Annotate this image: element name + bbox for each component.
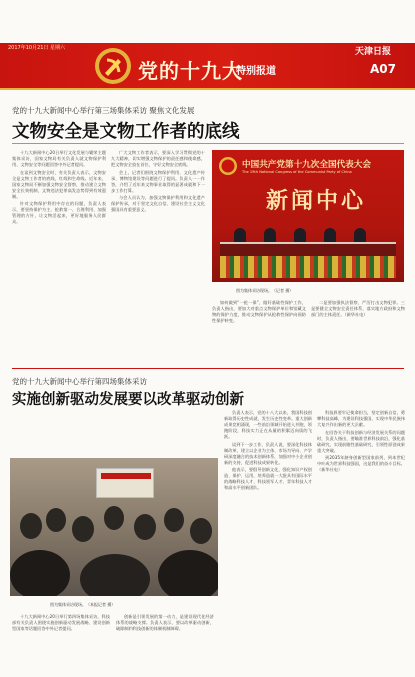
article1-column-4: [311, 300, 405, 362]
crowd-foreground: [10, 550, 70, 596]
paragraph: 在谈到文物安全时，有关负责人表示，文物安全是文物工作者的底线、红线和生命线。近年来，国家文物局不断加强文物安全督察，推动建立文物安全长效机制，文物违法犯罪高发态势得到有效遏制。: [12, 169, 106, 199]
paragraph: 负责人表示，党的十八大以来，我国科技创新取得历史性成就，发生历史性变革。重大创新成果竞相涌现，一些前沿领域开始进入并跑、领跑阶段，科技实力正在从量的积累迈向质的飞跃。: [224, 410, 312, 439]
backdrop-stripe: [101, 473, 151, 479]
article2-column-3: [224, 410, 312, 670]
article1-headline: 文物安全是文物工作者的底线: [12, 122, 240, 142]
paragraph: 如何做到“一抢一保”，做好基础性保护工作，负责人指出，要加大对重点文物保护单位和馆藏文物的保护力度，推动文物保护从抢救性保护向预防性保护转变。: [212, 300, 306, 323]
paragraph: 科技界要牢记使命担当，坚定创新自信，勇攀科技高峰，为建设科技强国、实现中华民族伟大复兴作出新的更大贡献。: [317, 410, 405, 427]
backdrop-board: [96, 468, 154, 498]
article1-kicker: 党的十九大新闻中心举行第三场集体采访 聚焦文化发展: [12, 106, 195, 115]
article1-column-3: [212, 300, 306, 362]
emblem-icon: [218, 156, 238, 176]
reporter: [134, 514, 156, 540]
article-separator: [12, 368, 404, 369]
crowd-foreground: [158, 550, 218, 596]
paragraph: 与会人员认为，加强文物保护利用和文化遗产保护传承，对于坚定文化自信、建设社会主义文化强国具有重要意义。: [111, 195, 205, 212]
article1-column-1: [12, 150, 106, 362]
article2-headline: 实施创新驱动发展要以改革驱动创新: [12, 392, 244, 408]
paragraph: 广大文物工作者表示，要深入学习贯彻党的十九大精神，切实增强文物保护的责任感和使命感，把文物安全放在首位，守好文物安全底线。: [111, 150, 205, 167]
press-conference-photo: [212, 150, 404, 282]
article1-column-2: [111, 150, 205, 362]
issue-date: 2017年10月21日 星期六: [8, 45, 66, 51]
paragraph: 谈到下一步工作，负责人说，要深化科技体制改革，建立以企业为主体、市场为导向、产学研深度融合的技术创新体系，加强对中小企业创新的支持，促进科技成果转化。: [224, 441, 312, 465]
reporter: [104, 506, 124, 530]
group-interview-photo: [10, 458, 218, 596]
party-emblem-icon: [93, 46, 133, 86]
paragraph: 二是要加强执法督察，严厉打击文物犯罪。三是要健全文物安全责任体系，落实地方政府和文物部门的主体责任。（新华社电）: [311, 300, 405, 317]
page-number: A07: [370, 62, 396, 76]
podium-table: [220, 242, 396, 256]
photo2-caption: 图为集体采访现场。（本报记者 摄）: [50, 602, 116, 607]
reporter: [164, 508, 184, 532]
paragraph: 他表示，要倡导创新文化，强化知识产权创造、保护、运用，培养造就一大批具有国际水平的战略科技人才、科技领军人才、青年科技人才和高水平创新团队。: [224, 467, 312, 490]
photo1-caption: 图为集体采访现场。（记者 摄）: [236, 288, 294, 293]
article2-column-1: [12, 614, 110, 670]
article2-kicker: 党的十九大新闻中心举行第四场集体采访: [12, 377, 147, 386]
section-subtitle: 特别报道: [236, 66, 276, 77]
backdrop-title: 中国共产党第十九次全国代表大会: [242, 160, 371, 170]
article1-rule: [12, 143, 404, 144]
article2-column-2: [116, 614, 214, 670]
backdrop-big-text: 新闻中心: [266, 189, 367, 214]
paragraph: 到2035年跻身创新型国家前列，到本世纪中叶成为世界科技强国，这是我们的奋斗目标。（新华社电）: [317, 455, 405, 472]
header-divider: [0, 88, 415, 90]
paragraph: 十九大新闻中心20日举行第四场集体采访，科技部有关负责人围绕实施创新驱动发展战略、建设创新型国家等话题回答中外记者提问。: [12, 614, 110, 631]
paragraph: 针对文物保护利用中存在的问题，负责人表示，要坚持保护为主、抢救第一、合理利用、加强管理的方针，让文物活起来，更好地服务人民群众。: [12, 201, 106, 224]
backdrop-subtitle: The 19th National Congress of the Communist Party of China: [242, 170, 352, 174]
paragraph: 会上，记者们围绕文物保护利用、文化遗产传承、博物馆建设等问题进行了提问。负责人一一作答，介绍了近年来文物事业取得的显著成就和下一步工作打算。: [111, 169, 205, 193]
reporter: [46, 508, 66, 532]
paragraph: 创新是引领发展的第一动力，是建设现代化经济体系的战略支撑。负责人表示，要以改革驱动创新，破除制约科技创新的体制机制障碍。: [116, 614, 214, 631]
reporter: [72, 516, 94, 542]
reporter: [190, 518, 212, 544]
crowd-foreground: [80, 554, 150, 596]
paper-name: 天津日报: [355, 47, 392, 57]
article2-column-4: [317, 410, 405, 670]
paragraph: 在回答关于科技创新与经济发展关系的问题时，负责人指出，要瞄准世界科技前沿，强化基础研究，实现前瞻性基础研究、引领性原创成果重大突破。: [317, 429, 405, 453]
flower-arrangement: [220, 256, 396, 278]
section-title: 党的十九大: [138, 59, 243, 83]
reporter: [20, 513, 42, 539]
paragraph: 十九大新闻中心20日举行文化发展与繁荣主题集体采访，国家文物局有关负责人就文物保护利用、文物安全等问题回答中外记者提问。: [12, 150, 106, 167]
